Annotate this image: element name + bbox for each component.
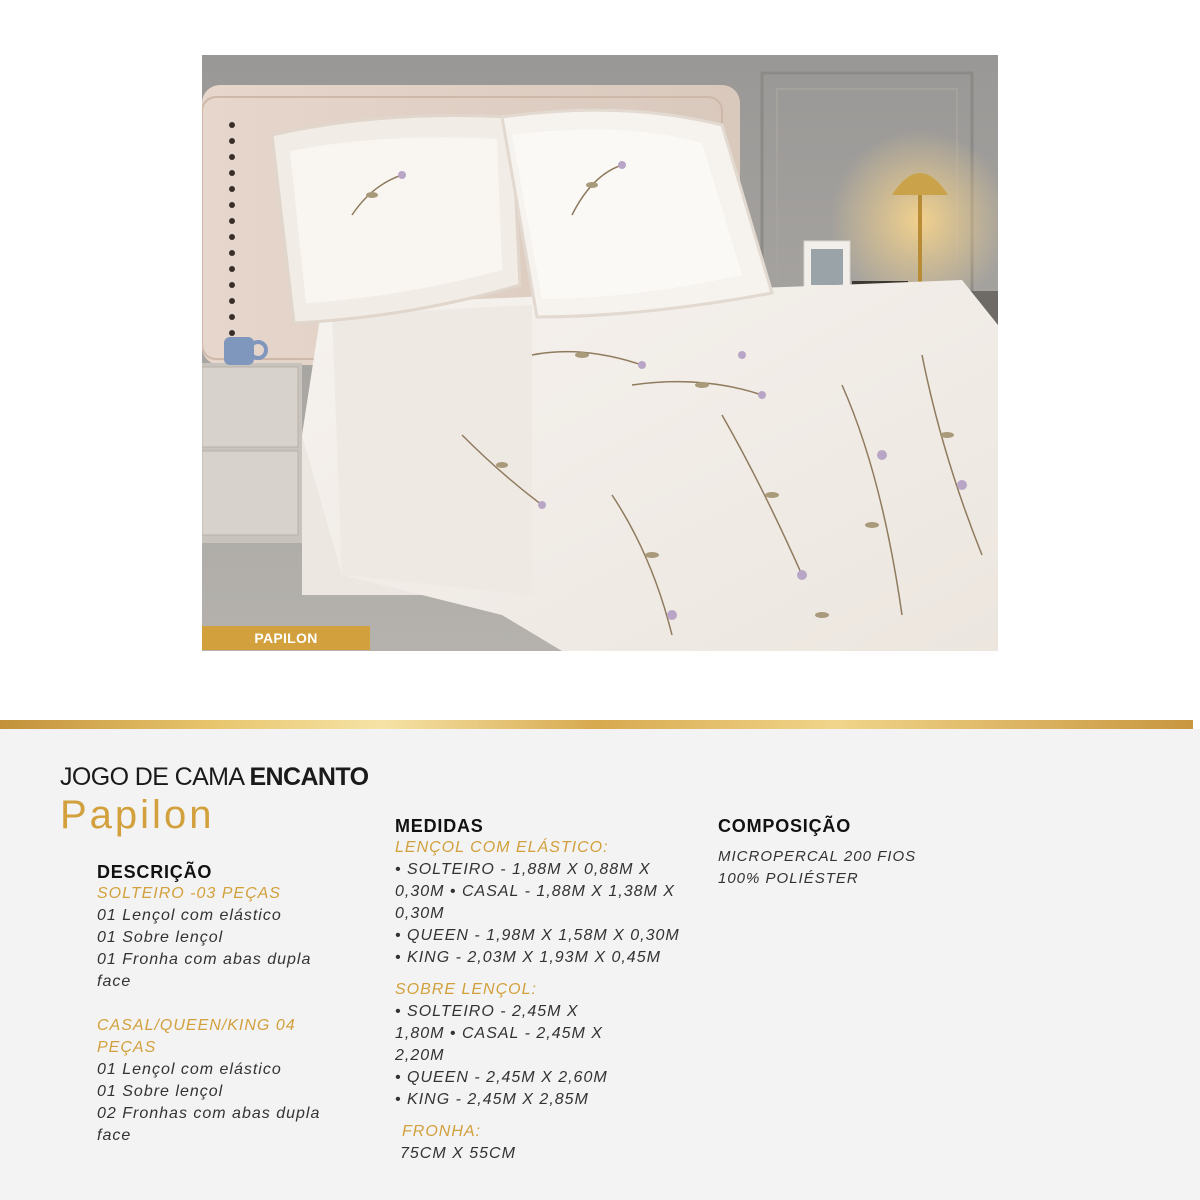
composicao-heading: COMPOSIÇÃO xyxy=(718,816,852,836)
measure-line: • SOLTEIRO - 1,88M X 0,88M X 0,30M • CASAL - 1,88M X 1,38M X 0,30M xyxy=(395,861,675,922)
fronha-value: 75CM X 55CM xyxy=(400,1145,516,1162)
photo-label-badge: PAPILON xyxy=(202,626,370,650)
medidas-heading: MEDIDAS xyxy=(395,816,484,836)
measure-line: • KING - 2,03M X 1,93M X 0,45M xyxy=(395,949,661,966)
title-bold: ENCANTO xyxy=(249,763,369,791)
measure-line: • QUEEN - 2,45M X 2,60M xyxy=(395,1069,608,1086)
list-item: 01 Lençol com elástico xyxy=(97,907,282,924)
descricao-section xyxy=(97,862,327,1147)
list-item: 01 Lençol com elástico xyxy=(97,1061,282,1078)
gold-divider xyxy=(0,720,1193,729)
title-regular: JOGO DE CAMA xyxy=(60,763,244,791)
composition-line: 100% POLIÉSTER xyxy=(718,870,859,887)
list-item: 01 Fronha com abas dupla face xyxy=(97,951,312,990)
measure-line: • QUEEN - 1,98M X 1,58M X 0,30M xyxy=(395,927,680,944)
group-label: CASAL/QUEEN/KING 04 PEÇAS xyxy=(97,1017,296,1056)
product-subtitle: Papilon xyxy=(60,793,215,837)
list-item: 01 Sobre lençol xyxy=(97,929,224,946)
medidas-section xyxy=(395,816,705,1165)
sobre-label: SOBRE LENÇOL: xyxy=(395,981,537,998)
descricao-heading: DESCRIÇÃO xyxy=(97,862,213,882)
measure-line: • KING - 2,45M X 2,85M xyxy=(395,1091,589,1108)
lencol-label: LENÇOL COM ELÁSTICO: xyxy=(395,839,609,856)
fronha-label: FRONHA: xyxy=(402,1123,481,1140)
measure-line: • SOLTEIRO - 2,45M X 1,80M • CASAL - 2,45M X 2,20M xyxy=(395,1003,603,1064)
list-item: 01 Sobre lençol xyxy=(97,1083,224,1100)
product-title xyxy=(60,763,368,792)
product-photo xyxy=(202,55,998,651)
bedroom-illustration xyxy=(202,55,998,651)
composition-line: MICROPERCAL 200 FIOS xyxy=(718,848,917,865)
list-item: 02 Fronhas com abas dupla face xyxy=(97,1105,321,1144)
composicao-section xyxy=(718,816,978,890)
group-label: SOLTEIRO -03 PEÇAS xyxy=(97,885,281,902)
